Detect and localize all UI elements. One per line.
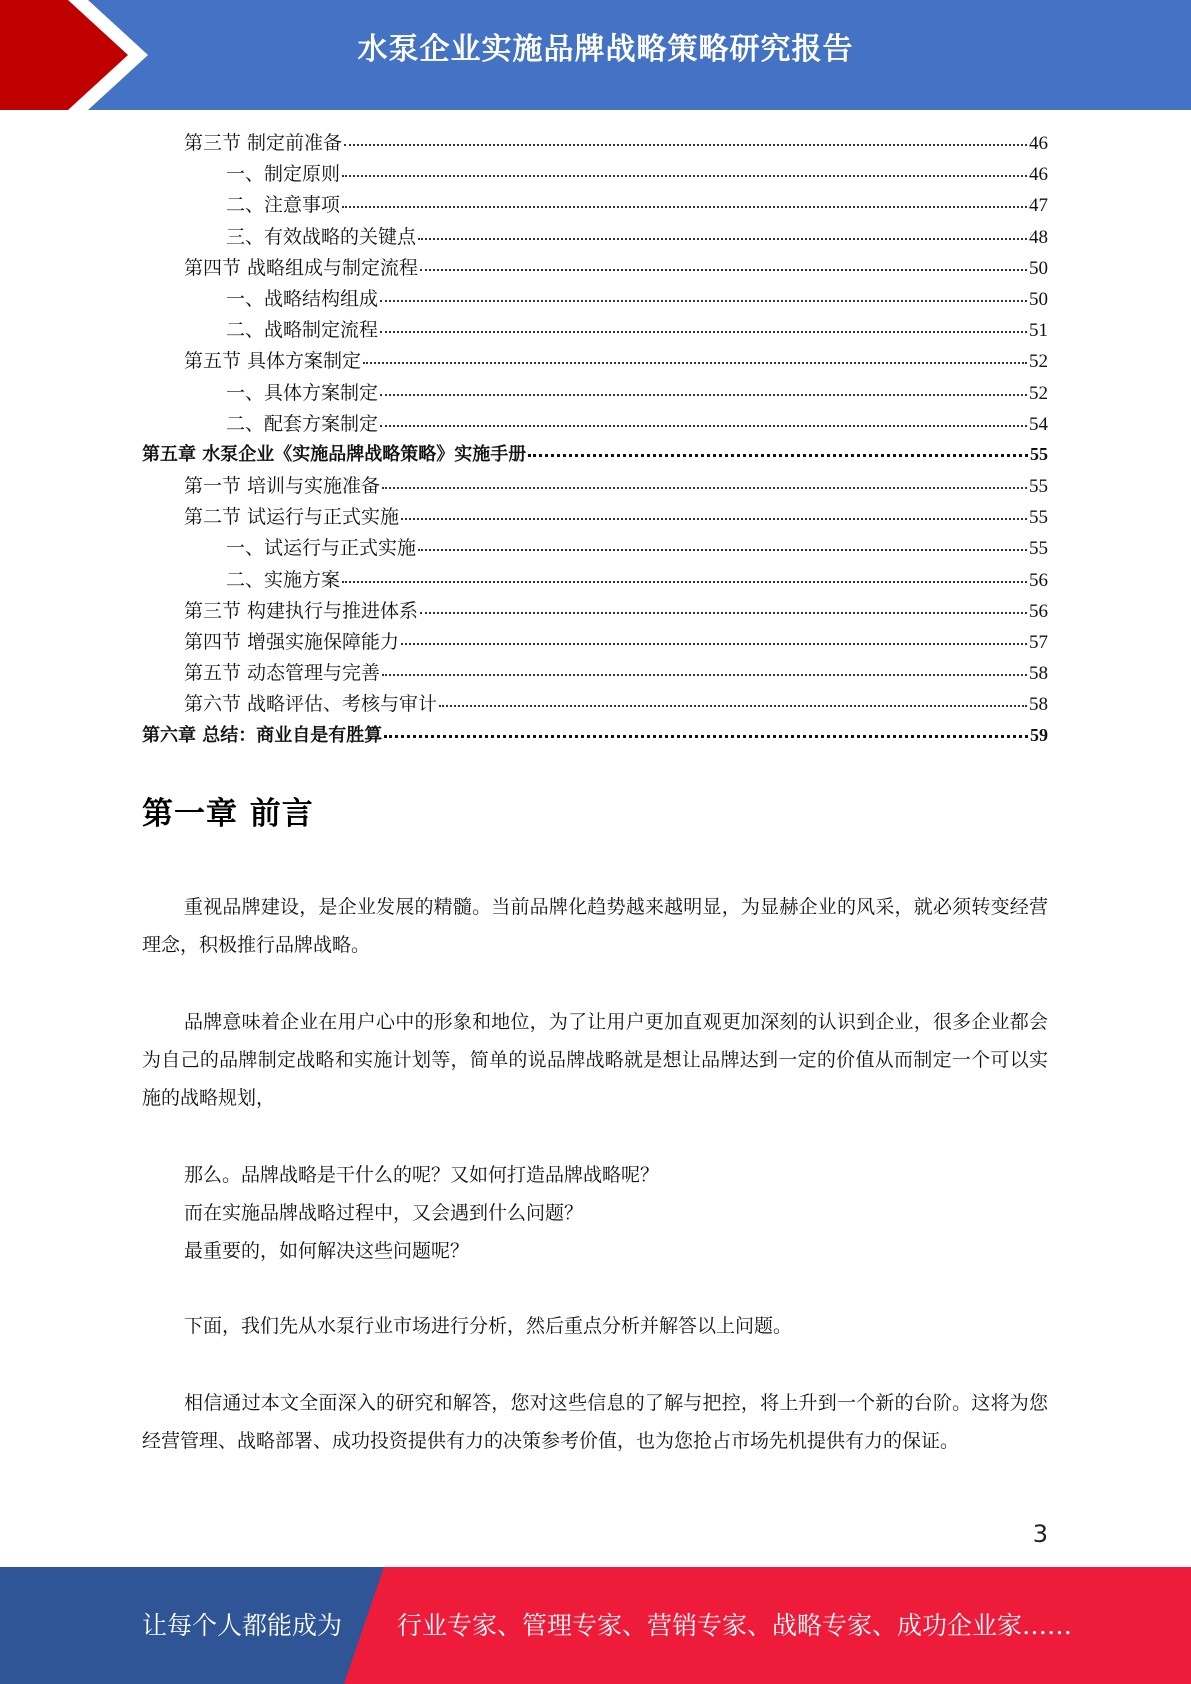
toc-entry-label: 一、战略结构组成: [226, 287, 379, 310]
toc-dot-leader: [439, 704, 1027, 707]
toc-entry[interactable]: [142, 253, 1048, 284]
toc-entry[interactable]: [142, 346, 1048, 377]
toc-entry[interactable]: [142, 502, 1048, 533]
toc-entry[interactable]: [142, 565, 1048, 596]
toc-dot-leader: [420, 268, 1027, 271]
toc-entry-page: 46: [1029, 164, 1048, 186]
toc-entry[interactable]: [142, 190, 1048, 221]
toc-entry-page: 52: [1029, 351, 1048, 373]
toc-dot-leader: [382, 673, 1027, 676]
toc-entry[interactable]: [142, 627, 1048, 658]
toc-entry-label: 二、配套方案制定: [226, 412, 379, 435]
toc-entry[interactable]: [142, 409, 1048, 440]
table-of-contents: [142, 128, 1048, 752]
toc-entry-page: 55: [1029, 538, 1048, 560]
question-list: [142, 1156, 1048, 1270]
toc-dot-leader: [401, 517, 1027, 520]
toc-entry-page: 52: [1029, 382, 1048, 404]
page-number: 3: [1032, 1520, 1048, 1548]
toc-dot-leader: [342, 580, 1027, 583]
toc-entry-page: 46: [1029, 133, 1048, 154]
question-line: 最重要的，如何解决这些问题呢？: [184, 1240, 470, 1262]
toc-entry-page: 50: [1029, 257, 1048, 279]
toc-entry[interactable]: [142, 721, 1048, 752]
chapter-title: 第一章 前言: [142, 796, 314, 832]
toc-dot-leader: [380, 330, 1027, 333]
intro-paragraph-3: [142, 1307, 1048, 1345]
toc-entry[interactable]: [142, 471, 1048, 502]
paragraph: 相信通过本文全面深入的研究和解答，您对这些信息的了解与把控，将上升到一个新的台阶。这将为您经营管理、战略部署、成功投资提供有力的决策参考价值，也为您抢占市场先机提供有力的保证。: [142, 1392, 1048, 1452]
toc-entry-label: 一、试运行与正式实施: [226, 537, 417, 560]
toc-entry[interactable]: [142, 315, 1048, 346]
toc-entry-page: 50: [1029, 288, 1048, 310]
toc-entry-label: 第三节 制定前准备: [184, 132, 343, 154]
toc-entry-page: 55: [1030, 443, 1048, 464]
toc-entry[interactable]: [142, 596, 1048, 627]
toc-entry-label: 第四节 战略组成与制定流程: [184, 256, 419, 279]
toc-dot-leader: [528, 453, 1028, 457]
toc-entry[interactable]: [142, 284, 1048, 315]
intro-paragraph-4: [142, 1384, 1048, 1460]
toc-entry-label: 第五章 水泵企业《实施品牌战略策略》实施手册: [142, 443, 527, 465]
toc-entry-page: 59: [1030, 724, 1048, 745]
paragraph: 下面，我们先从水泵行业市场进行分析，然后重点分析并解答以上问题。: [184, 1315, 793, 1337]
paragraph: 重视品牌建设，是企业发展的精髓。当前品牌化趋势越来越明显，为显赫企业的风采，就必须转变经营理念，积极推行品牌战略。: [142, 896, 1048, 956]
toc-entry[interactable]: [142, 378, 1048, 409]
toc-entry-label: 第一节 培训与实施准备: [184, 475, 381, 498]
toc-dot-leader: [418, 548, 1027, 551]
page-footer: [0, 1567, 1191, 1684]
toc-entry[interactable]: [142, 658, 1048, 689]
toc-entry-label: 第二节 试运行与正式实施: [184, 506, 400, 529]
toc-dot-leader: [382, 486, 1027, 489]
toc-dot-leader: [344, 143, 1027, 146]
intro-paragraph-2: [142, 1003, 1048, 1117]
toc-entry-label: 第六章 总结：商业自是有胜算: [142, 724, 383, 746]
toc-entry-page: 48: [1029, 226, 1048, 248]
toc-entry-label: 第五节 动态管理与完善: [184, 662, 381, 685]
toc-dot-leader: [401, 642, 1027, 645]
toc-entry-page: 56: [1029, 600, 1048, 622]
toc-dot-leader: [342, 174, 1027, 177]
toc-dot-leader: [380, 424, 1027, 427]
toc-entry[interactable]: [142, 159, 1048, 190]
footer-slogan-left: 让每个人都能成为: [142, 1611, 343, 1640]
toc-entry[interactable]: [142, 689, 1048, 720]
toc-dot-leader: [384, 734, 1028, 738]
toc-entry-page: 55: [1029, 476, 1048, 498]
toc-entry-page: 47: [1029, 195, 1048, 217]
toc-entry-label: 第四节 增强实施保障能力: [184, 631, 400, 653]
toc-entry-label: 二、实施方案: [226, 568, 341, 591]
toc-entry[interactable]: [142, 222, 1048, 253]
toc-dot-leader: [342, 205, 1027, 208]
page-header: [0, 0, 1191, 110]
toc-dot-leader: [418, 237, 1027, 240]
toc-entry-page: 57: [1029, 632, 1048, 653]
toc-entry-label: 三、有效战略的关键点: [226, 225, 417, 248]
toc-entry[interactable]: [142, 128, 1048, 159]
footer-slogan-right: 行业专家、管理专家、营销专家、战略专家、成功企业家……: [397, 1611, 1073, 1640]
toc-entry-label: 第五节 具体方案制定: [184, 350, 362, 373]
toc-dot-leader: [420, 611, 1027, 614]
toc-entry-label: 第三节 构建执行与推进体系: [184, 599, 419, 622]
toc-entry[interactable]: [142, 533, 1048, 564]
toc-entry-label: 一、制定原则: [226, 163, 341, 186]
intro-paragraph-1: [142, 888, 1048, 964]
paragraph: 品牌意味着企业在用户心中的形象和地位，为了让用户更加直观更加深刻的认识到企业，很多企业都会为自己的品牌制定战略和实施计划等，简单的说品牌战略就是想让品牌达到一定的价值从而制定一个可以实施的战略规划，: [142, 1011, 1048, 1109]
toc-entry-page: 55: [1029, 507, 1048, 529]
toc-dot-leader: [363, 361, 1027, 364]
toc-entry-page: 56: [1029, 569, 1048, 591]
toc-entry-label: 二、战略制定流程: [226, 319, 379, 342]
toc-entry-label: 一、具体方案制定: [226, 381, 379, 404]
toc-entry-label: 二、注意事项: [226, 194, 341, 217]
toc-dot-leader: [380, 299, 1027, 302]
question-line: 那么。品牌战略是干什么的呢？又如何打造品牌战略呢？: [184, 1164, 660, 1186]
toc-entry-label: 第六节 战略评估、考核与审计: [184, 693, 438, 716]
toc-entry-page: 54: [1029, 413, 1048, 435]
question-line: 而在实施品牌战略过程中，又会遇到什么问题？: [184, 1202, 584, 1224]
toc-entry[interactable]: [142, 440, 1048, 471]
report-title: 水泵企业实施品牌战略策略研究报告: [357, 32, 854, 67]
toc-entry-page: 58: [1029, 694, 1048, 716]
toc-dot-leader: [380, 393, 1027, 396]
toc-entry-page: 58: [1029, 663, 1048, 685]
toc-entry-page: 51: [1029, 320, 1048, 342]
